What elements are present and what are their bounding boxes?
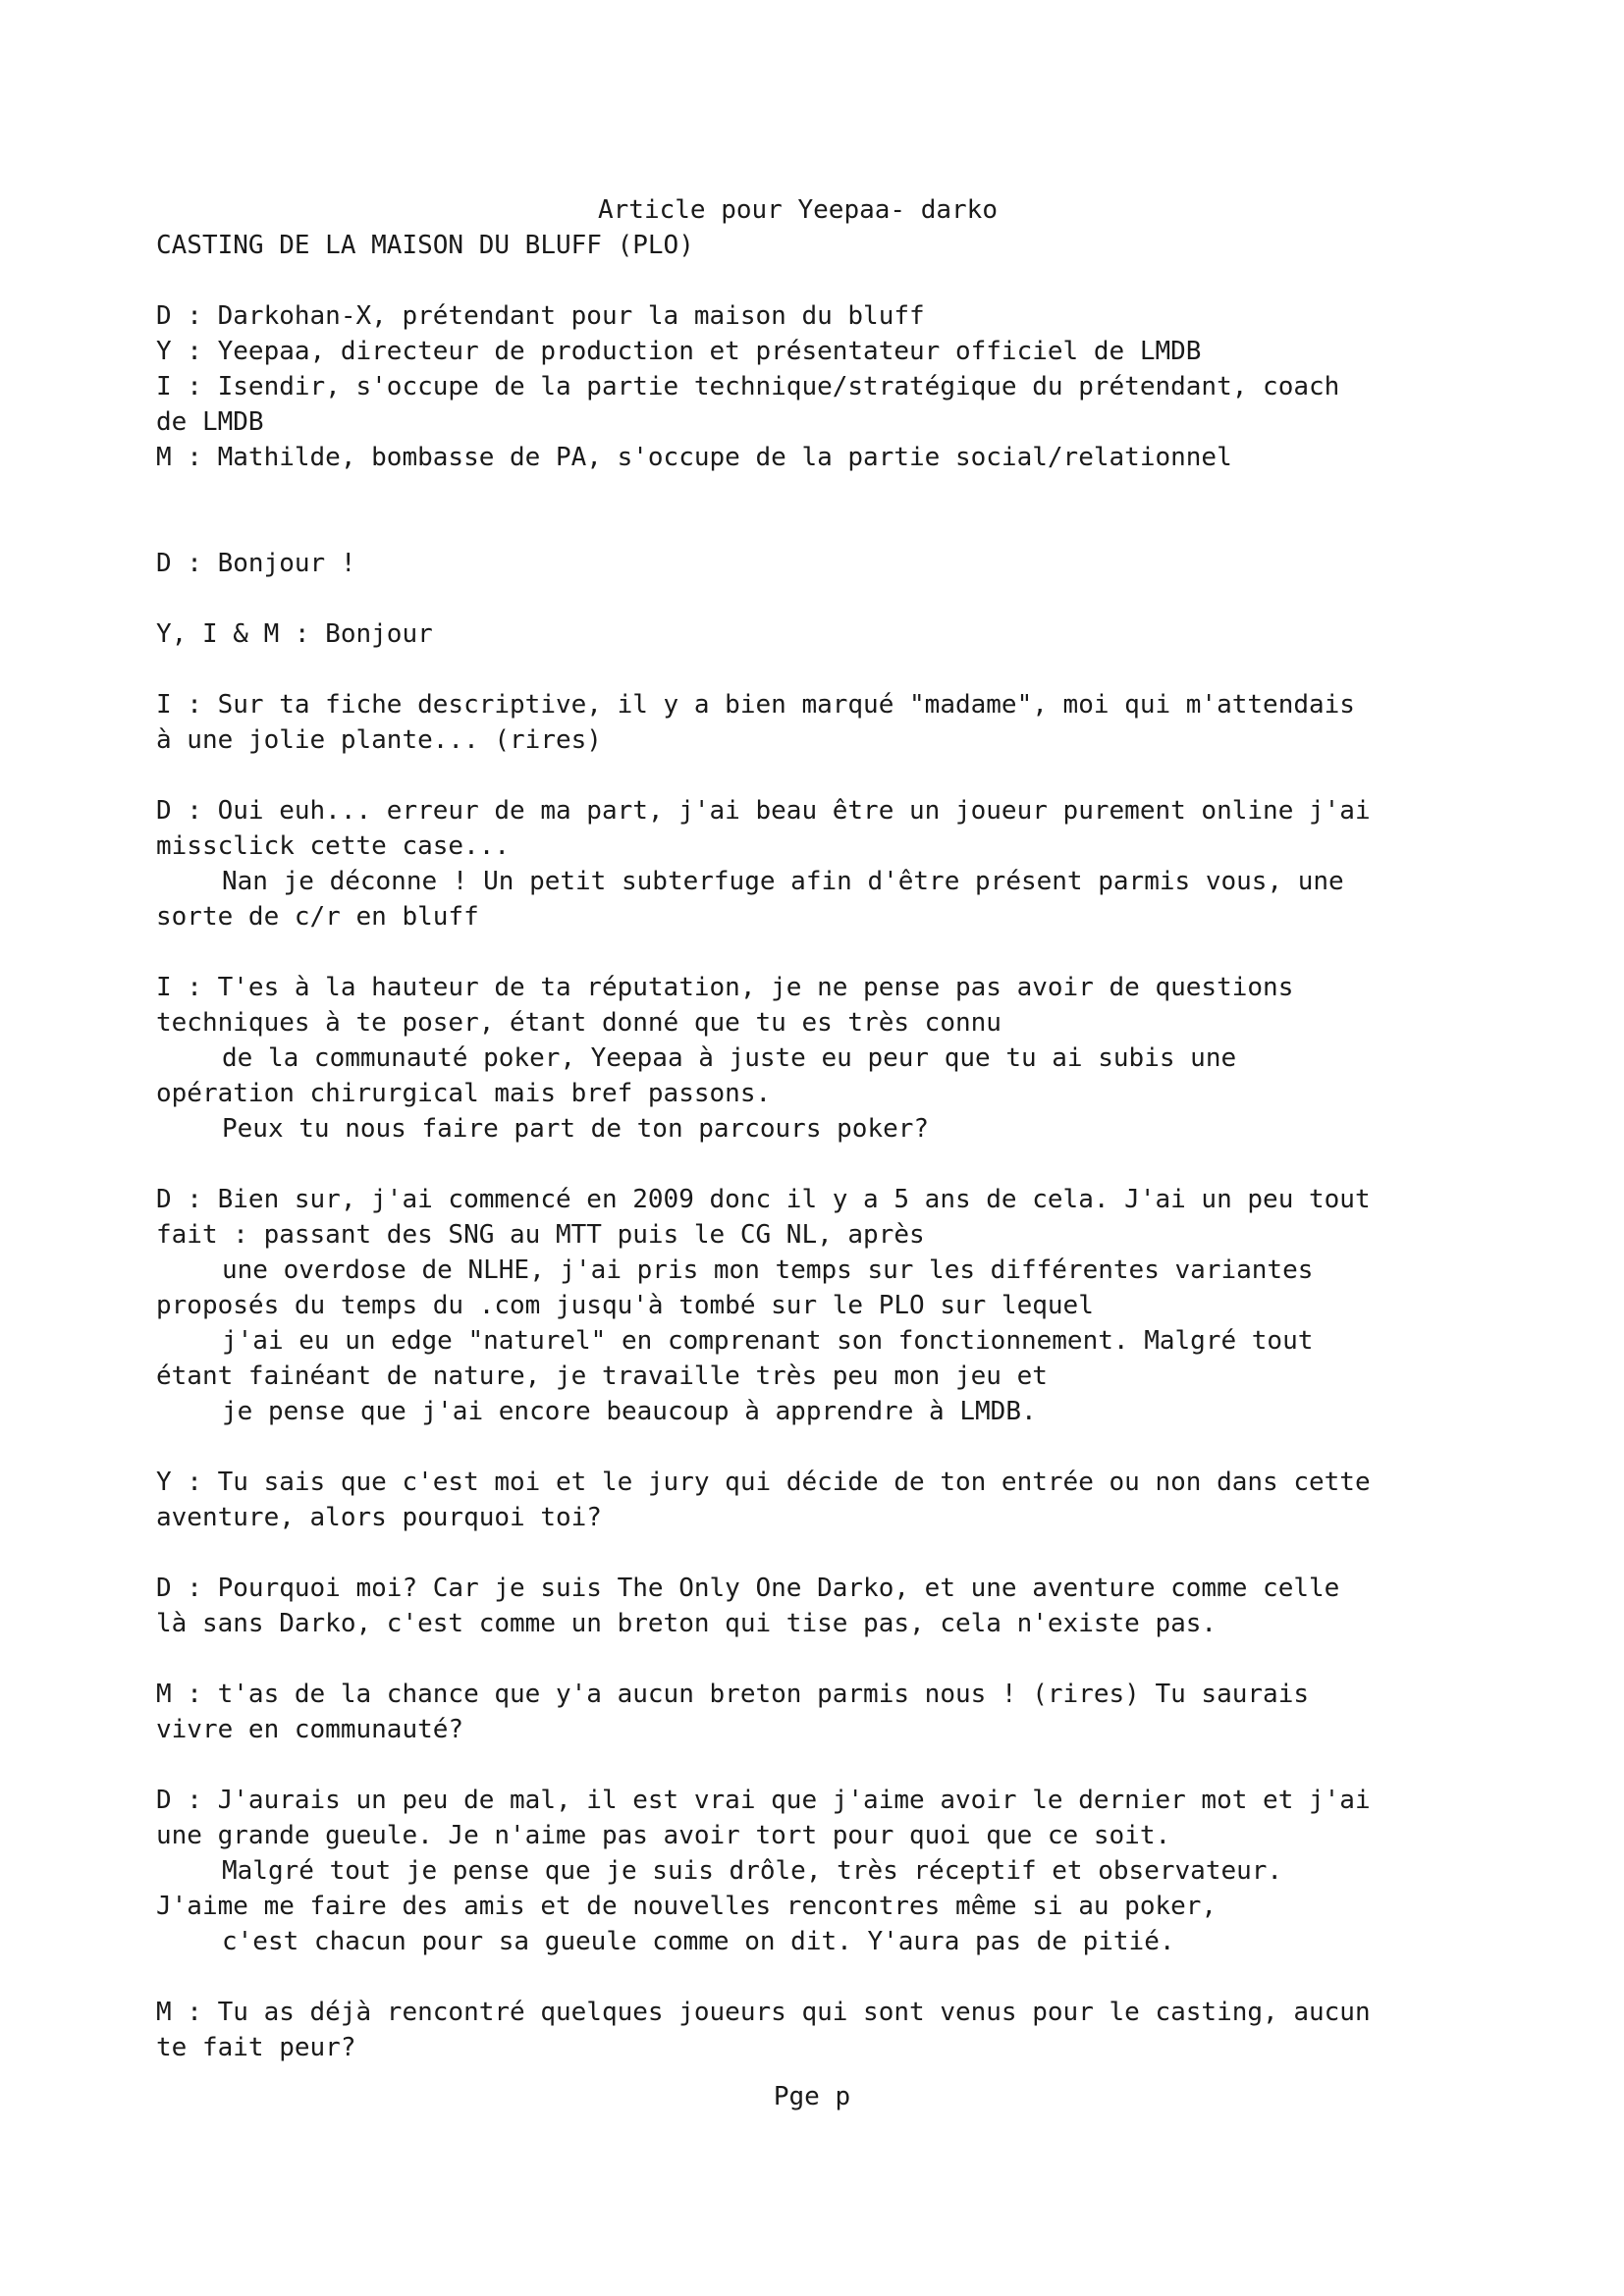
cast-list (156, 298, 1491, 475)
dialogue-line: I : T'es à la hauteur de ta réputation, je ne pense pas avoir de questions (156, 973, 1294, 1002)
dialogue-paragraph (156, 1783, 1491, 1959)
dialogue-line: sorte de c/r en bluff (156, 902, 479, 932)
dialogue-line: là sans Darko, c'est comme un breton qui tise pas, cela n'existe pas. (156, 1609, 1218, 1638)
dialogue-line: à une jolie plante... (rires) (156, 725, 602, 755)
dialogue-line: J'aime me faire des amis et de nouvelles rencontres même si au poker, (156, 1892, 1218, 1921)
page-footer: Pge p (773, 2082, 851, 2111)
dialogue-line: M : Tu as déjà rencontré quelques joueurs qui sont venus pour le casting, aucun (156, 1998, 1371, 2027)
dialogue-paragraph (156, 546, 1491, 581)
dialogue-line: c'est chacun pour sa gueule comme on dit. Y'aura pas de pitié. (222, 1927, 1175, 1956)
dialogue-line: Peux tu nous faire part de ton parcours poker? (222, 1114, 930, 1144)
dialogue-line: étant fainéant de nature, je travaille très peu mon jeu et (156, 1362, 1048, 1391)
dialogue-line: Malgré tout je pense que je suis drôle, très réceptif et observateur. (222, 1856, 1283, 1886)
dialogue-line: j'ai eu un edge "naturel" en comprenant son fonctionnement. Malgré tout (222, 1326, 1314, 1356)
dialogue-line: Nan je déconne ! Un petit subterfuge afin d'être présent parmis vous, une (222, 867, 1344, 896)
dialogue-paragraph (156, 1182, 1491, 1429)
dialogue-line: aventure, alors pourquoi toi? (156, 1503, 602, 1532)
dialogue-line: une grande gueule. Je n'aime pas avoir tort pour quoi que ce soit. (156, 1821, 1171, 1850)
dialogue-line: une overdose de NLHE, j'ai pris mon temps sur les différentes variantes (222, 1255, 1314, 1285)
dialogue-paragraph (156, 793, 1491, 934)
dialogue-line: Y : Tu sais que c'est moi et le jury qui décide de ton entrée ou non dans cette (156, 1468, 1371, 1497)
cast-entry-line: M : Mathilde, bombasse de PA, s'occupe de la partie social/relationnel (156, 443, 1232, 472)
dialogue-paragraph (156, 1995, 1491, 2065)
cast-entry-line: I : Isendir, s'occupe de la partie technique/stratégique du prétendant, coach (156, 372, 1340, 401)
dialogue-line: I : Sur ta fiche descriptive, il y a bien marqué "madame", moi qui m'attendais (156, 690, 1355, 720)
cast-entry-line: de LMDB (156, 407, 264, 437)
dialogue-paragraph (156, 1465, 1491, 1535)
dialogue-line: de la communauté poker, Yeepaa à juste eu peur que tu ai subis une (222, 1043, 1237, 1073)
document-heading: CASTING DE LA MAISON DU BLUFF (PLO) (156, 231, 694, 260)
cast-entry-line: Y : Yeepaa, directeur de production et présentateur officiel de LMDB (156, 337, 1202, 366)
dialogue-line: D : Pourquoi moi? Car je suis The Only One Darko, et une aventure comme celle (156, 1574, 1340, 1603)
dialogue-line: D : J'aurais un peu de mal, il est vrai que j'aime avoir le dernier mot et j'ai (156, 1786, 1371, 1815)
document-title: Article pour Yeepaa- darko (598, 195, 998, 225)
dialogue-line: Y, I & M : Bonjour (156, 619, 433, 649)
dialogue-line: D : Oui euh... erreur de ma part, j'ai beau être un joueur purement online j'ai (156, 796, 1371, 826)
dialogue-paragraph (156, 1677, 1491, 1747)
dialogue-line: M : t'as de la chance que y'a aucun breton parmis nous ! (rires) Tu saurais (156, 1680, 1309, 1709)
dialogue-paragraph (156, 687, 1491, 758)
dialogue-line: vivre en communauté? (156, 1715, 464, 1744)
dialogue-line: je pense que j'ai encore beaucoup à apprendre à LMDB. (222, 1397, 1037, 1426)
dialogue-line: fait : passant des SNG au MTT puis le CG NL, après (156, 1220, 925, 1250)
dialogue (156, 546, 1491, 2065)
dialogue-line: techniques à te poser, étant donné que tu es très connu (156, 1008, 1001, 1038)
dialogue-paragraph (156, 1571, 1491, 1641)
cast-entry-line: D : Darkohan-X, prétendant pour la maison du bluff (156, 301, 925, 331)
dialogue-line: D : Bien sur, j'ai commencé en 2009 donc il y a 5 ans de cela. J'ai un peu tout (156, 1185, 1371, 1214)
dialogue-line: proposés du temps du .com jusqu'à tombé sur le PLO sur lequel (156, 1291, 1094, 1320)
dialogue-line: te fait peur? (156, 2033, 356, 2062)
dialogue-paragraph (156, 970, 1491, 1147)
dialogue-line: opération chirurgical mais bref passons. (156, 1079, 772, 1108)
document-body (156, 192, 1491, 2065)
dialogue-line: D : Bonjour ! (156, 549, 356, 578)
dialogue-paragraph (156, 616, 1491, 652)
dialogue-line: missclick cette case... (156, 831, 511, 861)
